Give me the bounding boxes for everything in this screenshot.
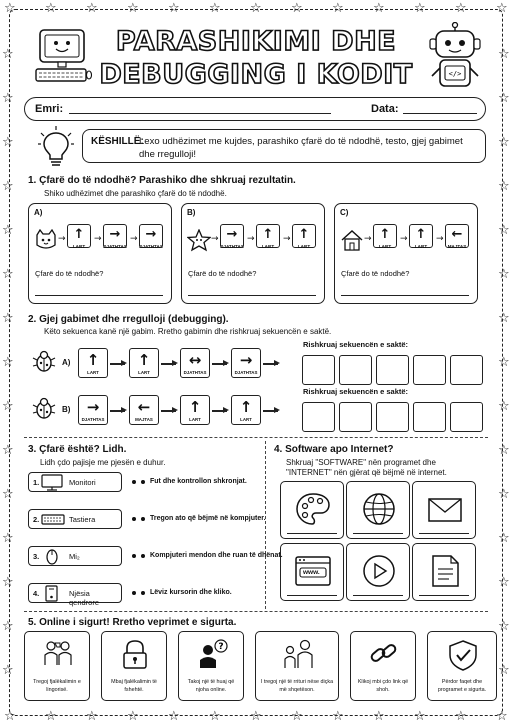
star-icon: ☆ bbox=[2, 531, 14, 546]
date-label: Data: bbox=[371, 103, 399, 115]
star-icon: ☆ bbox=[455, 1, 467, 16]
arrow-card-label: LART bbox=[261, 244, 275, 249]
debug-card[interactable] bbox=[180, 395, 210, 425]
debug-card-arrow: ↑ bbox=[137, 351, 151, 369]
device-item[interactable] bbox=[28, 509, 122, 529]
prediction-question: Çfarë do të ndodhë? bbox=[188, 269, 257, 278]
answer-line[interactable] bbox=[353, 595, 403, 596]
section-divider-2 bbox=[24, 611, 488, 612]
match-dot[interactable] bbox=[141, 554, 145, 558]
star-icon: ☆ bbox=[250, 1, 262, 16]
star-icon bbox=[187, 229, 211, 258]
star-icon: ☆ bbox=[45, 1, 57, 16]
answer-line[interactable] bbox=[35, 295, 163, 296]
star-icon: ☆ bbox=[2, 267, 14, 282]
debug-card-label: DJATHTAS bbox=[183, 370, 207, 375]
star-icon: ☆ bbox=[291, 1, 303, 16]
software-internet-card[interactable] bbox=[280, 543, 344, 601]
star-icon: ☆ bbox=[209, 709, 221, 724]
online-safety-card[interactable] bbox=[255, 631, 339, 701]
star-icon: ☆ bbox=[498, 663, 510, 678]
online-safety-card[interactable] bbox=[178, 631, 244, 701]
prediction-question: Çfarë do të ndodhë? bbox=[35, 269, 104, 278]
online-safety-card[interactable] bbox=[101, 631, 167, 701]
connector-arrow-icon: → bbox=[364, 234, 372, 244]
debug-card-label: MAJTAS bbox=[135, 417, 153, 422]
connector-arrow-icon: → bbox=[283, 234, 291, 244]
answer-box[interactable] bbox=[376, 402, 409, 432]
debug-card-arrow: ↑ bbox=[239, 398, 253, 416]
device-number: 2. bbox=[33, 515, 40, 524]
safety-caption: Përdor faqet dhe programet e sigurta. bbox=[437, 679, 487, 693]
connector-arrow-icon: → bbox=[400, 234, 408, 244]
star-icon: ☆ bbox=[498, 487, 510, 502]
arrow-card-label: LART bbox=[72, 244, 86, 249]
section-divider bbox=[24, 437, 488, 438]
section4-instruction: Shkruaj "SOFTWARE" nën programet dhe "INTERNET" nën gjërat që bëjmë në internet. bbox=[286, 458, 447, 477]
name-date-bar bbox=[24, 97, 486, 121]
match-dot[interactable] bbox=[132, 480, 136, 484]
match-dot[interactable] bbox=[132, 554, 136, 558]
section3-heading: 3. Çfarë është? Lidh. bbox=[28, 444, 127, 455]
connector-arrow-icon: → bbox=[94, 234, 102, 244]
device-label: Monitori bbox=[69, 478, 96, 487]
star-icon: ☆ bbox=[498, 47, 510, 62]
date-input-line[interactable] bbox=[403, 113, 477, 114]
column-divider bbox=[265, 441, 266, 609]
tip-box bbox=[82, 129, 486, 163]
answer-box[interactable] bbox=[376, 355, 409, 385]
safety-caption: Mbaj fjalëkalimin të fshehtë. bbox=[111, 679, 157, 693]
star-icon: ☆ bbox=[2, 487, 14, 502]
star-icon: ☆ bbox=[2, 179, 14, 194]
star-icon: ☆ bbox=[373, 709, 385, 724]
sequence-arrow-icon bbox=[161, 410, 176, 412]
star-icon: ☆ bbox=[498, 399, 510, 414]
answer-line[interactable] bbox=[419, 533, 469, 534]
svg-text:</>: </> bbox=[448, 70, 462, 78]
section4-heading: 4. Software apo Internet? bbox=[274, 444, 394, 455]
match-dot[interactable] bbox=[132, 591, 136, 595]
star-icon: ☆ bbox=[498, 619, 510, 634]
robot-icon bbox=[424, 22, 486, 92]
software-internet-card[interactable] bbox=[412, 481, 476, 539]
bug-icon bbox=[32, 350, 56, 379]
debug-card[interactable] bbox=[231, 348, 261, 378]
online-safety-card[interactable] bbox=[427, 631, 497, 701]
section1-heading: 1. Çfarë do të ndodhë? Parashiko dhe shkruaj rezultatin. bbox=[28, 175, 296, 186]
answer-box[interactable] bbox=[302, 355, 335, 385]
arrow-card: → bbox=[139, 224, 163, 248]
answer-line[interactable] bbox=[341, 295, 469, 296]
device-item[interactable] bbox=[28, 472, 122, 492]
debug-card-label: LART bbox=[240, 417, 252, 422]
answer-box[interactable] bbox=[302, 402, 335, 432]
function-text: Tregon ato që bëjmë në kompjuter. bbox=[150, 515, 266, 522]
match-dot[interactable] bbox=[141, 480, 145, 484]
arrow-card-label: LART bbox=[297, 244, 311, 249]
star-icon: ☆ bbox=[45, 709, 57, 724]
panel-letter: C) bbox=[340, 208, 349, 217]
prediction-question: Çfarë do të ndodhë? bbox=[341, 269, 410, 278]
star-icon: ☆ bbox=[4, 709, 16, 724]
star-icon: ☆ bbox=[2, 47, 14, 62]
device-number: 1. bbox=[33, 478, 40, 487]
name-label: Emri: bbox=[35, 103, 64, 115]
star-icon: ☆ bbox=[86, 1, 98, 16]
arrow-card-label: DJATHTAS bbox=[103, 244, 127, 249]
star-icon: ☆ bbox=[2, 399, 14, 414]
sequence-arrow-icon bbox=[110, 410, 125, 412]
section2-heading: 2. Gjej gabimet dhe rregulloji (debugging). bbox=[28, 314, 229, 325]
function-text: Kompjuteri mendon dhe ruan të dhënat. bbox=[150, 552, 283, 559]
answer-line[interactable] bbox=[287, 533, 337, 534]
connector-arrow-icon: → bbox=[58, 234, 66, 244]
software-internet-card[interactable] bbox=[412, 543, 476, 601]
lightbulb-icon bbox=[38, 125, 74, 167]
star-icon: ☆ bbox=[291, 709, 303, 724]
star-icon: ☆ bbox=[498, 311, 510, 326]
prediction-panel bbox=[28, 203, 172, 304]
answer-line[interactable] bbox=[419, 595, 469, 596]
debug-card-arrow: ↑ bbox=[188, 398, 202, 416]
device-label: Njësia qendrore bbox=[69, 589, 100, 607]
connector-arrow-icon: → bbox=[130, 234, 138, 244]
star-icon: ☆ bbox=[168, 1, 180, 16]
star-icon: ☆ bbox=[250, 709, 262, 724]
debug-card-label: DJATHTAS bbox=[81, 417, 105, 422]
debug-card-arrow: ← bbox=[137, 398, 151, 416]
safety-caption: Klikoj mbi çdo link që shoh. bbox=[357, 679, 409, 693]
answer-box[interactable] bbox=[413, 402, 446, 432]
debug-card-label: LART bbox=[138, 370, 150, 375]
online-safety-card[interactable] bbox=[350, 631, 416, 701]
star-icon: ☆ bbox=[373, 1, 385, 16]
answer-line[interactable] bbox=[188, 295, 316, 296]
star-icon: ☆ bbox=[332, 1, 344, 16]
title-line-1: PARASHIKIMI DHE bbox=[115, 26, 397, 57]
debug-card[interactable] bbox=[129, 348, 159, 378]
answer-line[interactable] bbox=[353, 533, 403, 534]
software-internet-card[interactable] bbox=[346, 543, 410, 601]
section2-subtitle: Këto sekuenca kanë një gabim. Rretho gabimin dhe rishkruaj sekuencën e saktë. bbox=[44, 327, 332, 336]
title-line-2: DEBUGGING I KODIT bbox=[99, 59, 413, 90]
star-icon: ☆ bbox=[168, 709, 180, 724]
answer-box[interactable] bbox=[339, 355, 372, 385]
arrow-card: ↑ bbox=[292, 224, 316, 248]
rewrite-label: Rishkruaj sekuencën e saktë: bbox=[303, 387, 409, 396]
debug-card-arrow: ↑ bbox=[86, 351, 100, 369]
star-icon: ☆ bbox=[86, 709, 98, 724]
section1-subtitle: Shiko udhëzimet dhe parashiko çfarë do të ndodhë. bbox=[44, 189, 227, 198]
star-icon: ☆ bbox=[414, 1, 426, 16]
star-icon: ☆ bbox=[498, 91, 510, 106]
device-number: 3. bbox=[33, 552, 40, 561]
debug-card-arrow: → bbox=[239, 351, 253, 369]
connector-arrow-icon: → bbox=[211, 234, 219, 244]
star-icon: ☆ bbox=[498, 223, 510, 238]
panel-letter: B) bbox=[187, 208, 196, 217]
arrow-card: ↑ bbox=[373, 224, 397, 248]
debug-card-label: DJATHTAS bbox=[234, 370, 258, 375]
device-item[interactable] bbox=[28, 583, 122, 607]
debug-card-label: LART bbox=[189, 417, 201, 422]
panel-letter: A) bbox=[34, 208, 43, 217]
svg-text:?: ? bbox=[218, 642, 224, 652]
row-letter: A) bbox=[62, 358, 71, 367]
sequence-arrow-icon bbox=[263, 363, 278, 365]
device-number: 4. bbox=[33, 589, 40, 598]
safety-caption: Takoj një të huaj që njoha online. bbox=[187, 679, 235, 693]
star-icon: ☆ bbox=[332, 709, 344, 724]
connector-arrow-icon: → bbox=[247, 234, 255, 244]
arrow-card: ↑ bbox=[67, 224, 91, 248]
sequence-arrow-icon bbox=[212, 363, 227, 365]
star-icon: ☆ bbox=[498, 135, 510, 150]
arrow-card-label: LART bbox=[414, 244, 428, 249]
arrow-card-label: MAJTAS bbox=[447, 244, 467, 249]
arrow-card: → bbox=[103, 224, 127, 248]
answer-box[interactable] bbox=[450, 402, 483, 432]
star-icon: ☆ bbox=[498, 531, 510, 546]
sequence-arrow-icon bbox=[263, 410, 278, 412]
arrow-card-label: DJATHTAS bbox=[139, 244, 163, 249]
star-icon: ☆ bbox=[4, 1, 16, 16]
star-icon: ☆ bbox=[498, 355, 510, 370]
debug-card[interactable] bbox=[231, 395, 261, 425]
star-icon: ☆ bbox=[2, 663, 14, 678]
star-icon: ☆ bbox=[2, 355, 14, 370]
star-icon: ☆ bbox=[2, 443, 14, 458]
tip-label: KËSHILLË: bbox=[91, 136, 144, 147]
computer-icon bbox=[34, 28, 92, 84]
arrow-card: ← bbox=[445, 224, 469, 248]
sequence-arrow-icon bbox=[110, 363, 125, 365]
safety-caption: Tregoj fjalëkalimin e lingorisë. bbox=[33, 679, 81, 693]
online-safety-card[interactable] bbox=[24, 631, 90, 701]
prediction-panel bbox=[181, 203, 325, 304]
star-icon: ☆ bbox=[127, 1, 139, 16]
answer-box[interactable] bbox=[339, 402, 372, 432]
debug-card-label: LART bbox=[87, 370, 99, 375]
arrow-card: ↑ bbox=[409, 224, 433, 248]
debug-card[interactable] bbox=[78, 395, 108, 425]
house-icon bbox=[340, 229, 364, 258]
bug-icon bbox=[32, 397, 56, 426]
debug-card-arrow: ↔ bbox=[188, 351, 202, 369]
sequence-arrow-icon bbox=[212, 410, 227, 412]
device-label: Mi₂ bbox=[69, 552, 80, 561]
star-icon: ☆ bbox=[414, 709, 426, 724]
safety-caption: I tregoj një të rrituri nëse diçka më shqetëson. bbox=[260, 679, 334, 693]
function-text: Lëviz kursorin dhe kliko. bbox=[150, 589, 232, 596]
star-icon: ☆ bbox=[2, 311, 14, 326]
software-internet-card[interactable] bbox=[346, 481, 410, 539]
star-icon: ☆ bbox=[2, 619, 14, 634]
star-icon: ☆ bbox=[2, 223, 14, 238]
star-icon: ☆ bbox=[209, 1, 221, 16]
arrow-card: → bbox=[220, 224, 244, 248]
device-label: Tastiera bbox=[69, 515, 96, 524]
cat-icon bbox=[34, 229, 58, 258]
star-icon: ☆ bbox=[498, 267, 510, 282]
tip-text: Lexo udhëzimet me kujdes, parashiko çfarë do të ndodhë, testo, gjej gabimet dhe rregulloji! bbox=[139, 136, 463, 160]
sequence-arrow-icon bbox=[161, 363, 176, 365]
match-dot[interactable] bbox=[141, 517, 145, 521]
arrow-card: ↑ bbox=[256, 224, 280, 248]
www-text: www. bbox=[303, 569, 320, 576]
debug-card[interactable] bbox=[180, 348, 210, 378]
software-internet-card[interactable] bbox=[280, 481, 344, 539]
arrow-card-label: LART bbox=[378, 244, 392, 249]
section5-heading: 5. Online i sigurt! Rretho veprimet e sigurta. bbox=[28, 617, 237, 628]
star-icon: ☆ bbox=[127, 709, 139, 724]
debug-card[interactable] bbox=[78, 348, 108, 378]
star-icon: ☆ bbox=[2, 135, 14, 150]
answer-line[interactable] bbox=[287, 595, 337, 596]
section3-subtitle: Lidh çdo pajisje me pjesën e duhur. bbox=[40, 458, 166, 467]
debug-card[interactable] bbox=[129, 395, 159, 425]
star-icon: ☆ bbox=[498, 443, 510, 458]
match-dot[interactable] bbox=[141, 591, 145, 595]
star-icon: ☆ bbox=[496, 709, 508, 724]
arrow-card-label: DJATHTAS bbox=[220, 244, 244, 249]
name-input-line[interactable] bbox=[69, 113, 331, 114]
star-icon: ☆ bbox=[498, 575, 510, 590]
function-text: Fut dhe kontrollon shkronjat. bbox=[150, 478, 247, 485]
match-dot[interactable] bbox=[132, 517, 136, 521]
star-icon: ☆ bbox=[2, 91, 14, 106]
star-icon: ☆ bbox=[455, 709, 467, 724]
connector-arrow-icon: → bbox=[436, 234, 444, 244]
rewrite-label: Rishkruaj sekuencën e saktë: bbox=[303, 340, 409, 349]
star-icon: ☆ bbox=[498, 179, 510, 194]
star-icon: ☆ bbox=[496, 1, 508, 16]
star-icon: ☆ bbox=[2, 575, 14, 590]
row-letter: B) bbox=[62, 405, 71, 414]
answer-box[interactable] bbox=[413, 355, 446, 385]
prediction-panel bbox=[334, 203, 478, 304]
debug-card-arrow: → bbox=[86, 398, 100, 416]
device-item[interactable] bbox=[28, 546, 122, 566]
answer-box[interactable] bbox=[450, 355, 483, 385]
